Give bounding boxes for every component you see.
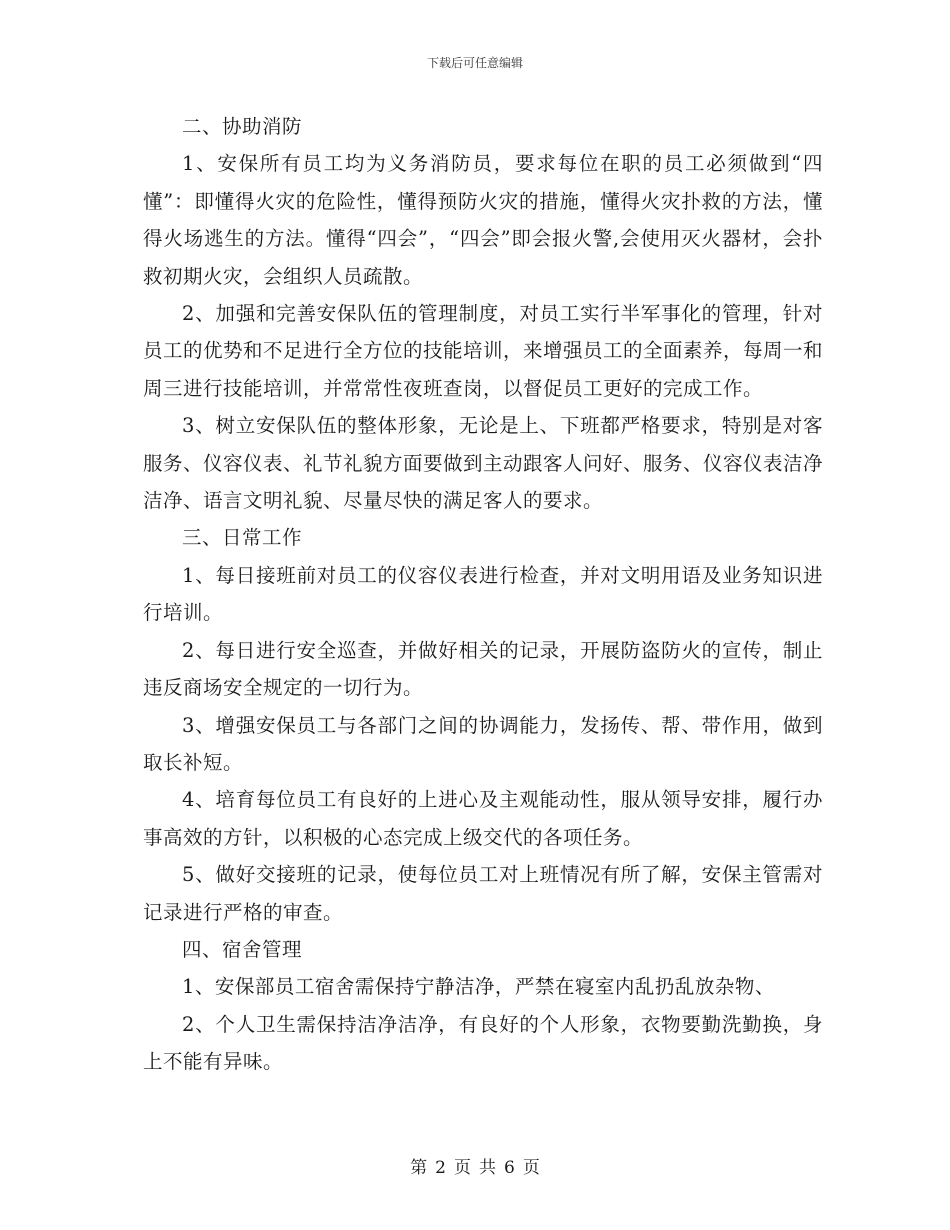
page-footer — [0, 1153, 950, 1178]
footer-total-label: 页 — [522, 1158, 540, 1178]
page-header-note: 下载后可任意编辑 — [426, 56, 523, 70]
footer-prefix: 第 — [410, 1158, 428, 1178]
footer-page-number: 2 — [435, 1158, 446, 1178]
paragraph: 2、每日进行安全巡查，并做好相关的记录，开展防盗防火的宣传，制止违反商场安全规定的一切行为。 — [143, 638, 823, 700]
paragraph: 2、个人卫生需保持洁净洁净，有良好的个人形象，衣物要勤洗勤换，身上不能有异味。 — [143, 1012, 823, 1074]
paragraph: 3、树立安保队伍的整体形象，无论是上、下班都严格要求，特别是对客服务、仪容仪表、礼节礼貌方面要做到主动跟客人问好、服务、仪容仪表洁净洁净、语言文明礼貌、尽量尽快的满足客人的要求。 — [143, 414, 824, 513]
paragraph: 1、每日接班前对员工的仪容仪表进行检查，并对文明用语及业务知识进行培训。 — [143, 563, 823, 625]
paragraph: 4、培育每位员工有良好的上进心及主观能动性，服从领导安排，履行办事高效的方针，以积极的心态完成上级交代的各项任务。 — [143, 788, 823, 849]
section-heading: 三、日常工作 — [182, 526, 303, 550]
paragraph: 1、安保部员工宿舍需保持宁静洁净，严禁在寝室内乱扔乱放杂物、 — [182, 975, 775, 999]
footer-page-label: 页 — [454, 1158, 471, 1178]
paragraph: 2、加强和完善安保队伍的管理制度，对员工实行半军事化的管理，针对员工的优势和不足进行全方位的技能培训，来增强员工的全面素养，每周一和周三进行技能培训，并常常性夜班查岗，以督促员工更好的完成工作。 — [143, 302, 824, 400]
footer-total-pages: 6 — [504, 1158, 515, 1178]
footer-total-prefix: 共 — [479, 1158, 496, 1178]
section-heading: 四、宿舍管理 — [182, 937, 303, 961]
paragraph: 1、安保所有员工均为义务消防员，要求每位在职的员工必须做到“四懂”：即懂得火灾的危险性，懂得预防火灾的措施，懂得火灾扑救的方法，懂得火场逃生的方法。懂得“四会”，“四会”即会报火警,会使用灭火器材，会扑救初期火灾，会组织人员疏散。 — [143, 152, 823, 288]
paragraph: 3、增强安保员工与各部门之间的协调能力，发扬传、帮、带作用，做到取长补短。 — [143, 713, 823, 774]
document-body — [143, 108, 823, 1081]
paragraph: 5、做好交接班的记录，使每位员工对上班情况有所了解，安保主管需对记录进行严格的审查。 — [143, 863, 823, 924]
section-heading: 二、协助消防 — [182, 115, 303, 138]
